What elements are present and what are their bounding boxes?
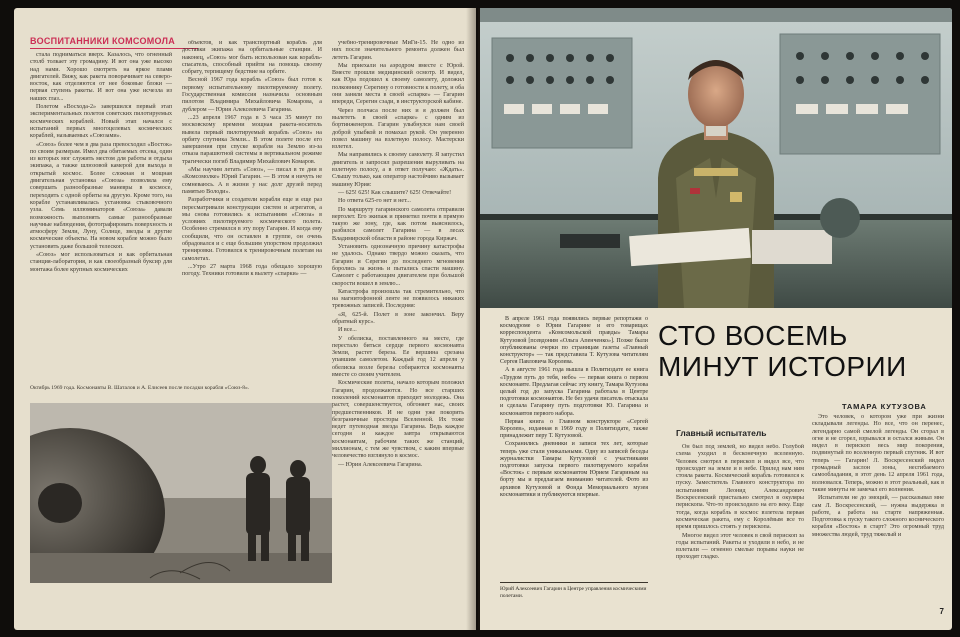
paragraph: Полетом «Восхода-2» завершился первый этап экспериментальных полетов советских пилотируемых космических кораблей. Новый этап начался с испытаний первых многоцелевых космических кораблей, называемых «Союзами». (30, 104, 172, 140)
right-page (480, 8, 952, 630)
paragraph: объектов, и как транспортный корабль для доставки экипажа на орбитальные станции. И наконец, «Союз» мог быть использован как корабль-спасатель, способный прийти на помощь своему собрату, терпящему бедствие на орбите. (182, 40, 322, 76)
paragraph: Мы приехали на аэродром вместе с Юрой. Вместе прошли медицинский осмотр. И видел, как Юра подошел к своему самолету, доложил полковнику Серегину о готовности к полету, и оба они заняли места в своей «спарке» — Гагарин впереди, Серегин сзади, в инструкторской кабине. (332, 62, 464, 106)
paragraph: А в августе 1961 года вышла в Политиздате ее книга «Трудом путь до тебя, небо» — первая книга о первом космонавте. Предлагая сейчас эту книгу, Тамара Кутузова целый год до запуска Гагарина работала в Центре подготовки космонавтов. Не без удачи писатель отыскала и сделала Гагарину путь подготовки Ю. Гагарина и космонавтов первого набора. (500, 367, 648, 417)
section-title-rule (30, 48, 198, 49)
paragraph: Весной 1967 года корабль «Союз» был готов к первому испытательному пилотируемому полету. Государственная комиссия назначила основным пилотом Владимира Михайловича Комарова, а дублером — Юрия Алексеевича Гагарина. (182, 77, 322, 113)
intro-sidebar (500, 316, 648, 500)
photo-caption-left: Октябрь 1969 года. Космонавты В. Шаталов и А. Елисеев после посадки корабля «Союз-8». (30, 385, 250, 391)
paragraph: Сохранились дневники и записи тех лет, которые теперь уже стали уникальными. Одну из записей беседы журналистки Тамары Кутузовой с участниками подготовки запуска первого пилотируемого корабля «Восток» с первым космонавтом Юрием Гагариным на борту мы и предлагаем вниманию читателей. Фото из архивов Кутузовой и Фонда Мемориального музея космонавтики и публикуются впервые. (500, 441, 648, 498)
paragraph: Это человек, о котором уже при жизни складывали легенды. Но все, что он перенес, легендарно самой смелой легенды. Он сгорал в огне и не сгорел, взрывался и остался живым. Он видел в перископ весь мир покорения, подвинутый по вселенную первый спутник. И вот теперь — Гагарин! Л. Воскресенский видел громадный заслон зоны, несгибаемого самообладания, в этот день 12 апреля 1961 года, волновался. Теперь, можно в этот реальный, как в такие минуты не замечал его волнения. (812, 414, 944, 493)
photo-illustration (30, 403, 332, 583)
paragraph: Испытатели не до эмоций, — рассказывал мне сам Л. Воскресенский, — нужна выдержка в работе, а работа на старте напряженная. Подготовка к пуску такого сложного космического корабля «Восток» в старт? Это огромный труд множества людей, труд тяжелый и (812, 495, 944, 538)
paragraph: Космические полеты, начало которым положил Гагарин, продолжаются. Но все старших поколений космонавтов приходит молодежь. Она растет, совершенствуется, обгоняет нас, своих предшественников. И не одни уже покорить безграничные просторы Вселенной. Их тоже ведет путеводная звезда Гагарина. Ведь каждое сегодня и каждое завтра открываются космонавтам, рабочим таких же станций, миллионам, с тем же чувством, с каким впервые человечество взглянуло в космос. (332, 380, 464, 460)
paragraph: «Я, 625-й. Полет в зоне закончил. Веру обратный курс». (332, 311, 464, 325)
paragraph: В апреле 1961 года появились первые репортажи о космодроме о Юрии Гагарине и его товарищах корреспондента «Комсомольской правды» Тамары Кутузовой [псевдоним «Ольга Апенченко»]. Позже были опубликованы очерки по страницам газеты «Главный конструктор» — так представила Т. Кутузова читателям Сергея Павловича Королева. (500, 316, 648, 366)
paragraph: Катастрофа произошла так стремительно, что на магнитофонной ленте не появилось никаких тревожных записей. Последняя: (332, 288, 464, 310)
article-subhead: Главный испытатель (676, 428, 767, 438)
paragraph: ...Утро 27 марта 1968 года обещало хорошую погоду. Техники готовили к вылету «спарки» — (182, 263, 322, 278)
cosmonauts-landing-photo (30, 403, 332, 583)
paragraph: «Союз» более чем в два раза превосходил «Восток» по своим размерам. Имел два обитаемых отсека, один из которых мог служить местом для работы и отдыха экипажа, а также шлюзовой камерой для выхода в открытый космос. Более сложная и мощная двигательная установка «Союза» позволяла ему совершать разнообразные маневры в космосе, переходить с одной орбиты на другую. Кроме того, на корабле устанавливалась установка стыковочного узла. Семь иллюминаторов «Союза» давали возможность выполнять самые разнообразные научные наблюдения, фотографировать поверхность и атмосферу Земли, Луну, Солнце, звезды и другие космические объекты. На новом корабле можно было установить даже большой телескоп. (30, 141, 172, 250)
text-column-1 (30, 52, 172, 382)
photo-caption-right: Юрий Алексеевич Гагарин в Центре управления космическими полетами. (500, 586, 647, 599)
gagarin-mission-control-photo (480, 8, 952, 308)
headline-line-2: МИНУТ ИСТОРИИ (658, 351, 907, 382)
paragraph: учебно-тренировочные МиГи-15. Не одно из них после значительного ремонта должен был лететь Гагарин. (332, 40, 464, 61)
paragraph: «Союз» мог использоваться и как орбитальная станция-лаборатория, и как своеобразный буксир для монтажа более крупных космических (30, 252, 172, 273)
text-column-2 (182, 40, 322, 382)
magazine-spread (14, 8, 952, 630)
paragraph: Установить однозначную причину катастрофы не удалось. Однако твердо можно сказать, что Гагарин и Серегин до последнего мгновения боролись за жизнь и пытались спасти машину. Самолет с работающим двигателем при большой скорости вошел в землю... (332, 244, 464, 287)
paragraph: «Мы научим летать «Союз», — писал в те дни в «Комсомолке» Юрий Гагарин. — В этом я ничуть не сомневаюсь. А в жизни у нас долг друзей перед памятью Володи». (182, 167, 322, 195)
article-headline (658, 320, 948, 382)
paragraph: Через полчаса после них и я должен был вылететь в своей «спарке» с одним из бортинженеров. Гагарин улыбнулся нам своей доброй улыбкой и помахал рукой. Он уверенно повел машину на взлетную полосу. Мастерски взлетел. (332, 107, 464, 151)
article-author: ТАМАРА КУТУЗОВА (842, 402, 927, 411)
paragraph: Он был под землей, но видел небо. Голубой схема уходил в бесконечную вселенную. Человек смотрел в перископ и видел все, что происходит на земле и в небе. Прилед нам ним стояла ракета. Космический корабль готовился к пуску. Заместитель Главного конструктора по испытаниям Леонид Александрович Воскресенский пристально смотрел в окуляры перископа. Что-то происходило на его веку. Еще тогда, когда корабль в космос взлетела первая космическая ракета, ему с Королёвым все то время пришлось стоять у перископа. (676, 444, 804, 531)
text-column-a (676, 444, 804, 614)
left-page (14, 8, 476, 630)
text-column-b (812, 414, 944, 614)
paragraph: Многое видел этот человек в свой перископ за годы испытаний. Ракеты и уходили в небо, и не взлетали — огненно смелые порывы науки не проходят гладко. (676, 532, 804, 561)
paragraph: — Юрия Алексеевича Гагарина. (338, 461, 423, 468)
section-title: ВОСПИТАННИКИ КОМСОМОЛА (30, 36, 176, 46)
paragraph: ...23 апреля 1967 года в 3 часа 35 минут по московскому времени мощная ракета-носитель вывела первый пилотируемый корабль «Союз» на орбиту спутника Земли... В этом полете после его завершения при спуске корабля на Землю из-за отказа парашютной системы в вертикальном режиме трагически погиб Владимир Михайлович Комаров. (182, 114, 322, 165)
paragraph: По маршруту гагаринского самолета отправили вертолет. Его экипаж и приметил почти в прямую такую же зону, где, как потом выяснилось, разбился самолет Гагарина — в лесах Владимирской области в районе города Киржач. (332, 206, 464, 242)
paragraph: Первая книга о Главном конструкторе «Сергей Королев», изданная в 1969 году в Политиздате, также принадлежит перу Т. Кутузовой. (500, 418, 648, 440)
paragraph: — 625! 625! Как слышите? 625! Отвечайте! (338, 189, 452, 196)
caption-rule (500, 582, 648, 583)
page-number: 7 (939, 607, 944, 616)
paragraph: стала подниматься вверх. Казалось, что огненный столб толкает эту громадину. И вот она уже высоко над нами. Хорошо смотреть на яркое пламя двигателей. Вижу, как ракета поворачивает на северо-восток, как отделяются от нее боковые блоки — первая ступень ракеты. И вот она уже исчезла из наших глаз... (30, 52, 172, 102)
paragraph: У обелиска, поставленного на месте, где перестало биться сердце первого космонавта Земли, растет береза. Ее вершина срезана упавшим самолетом. Каждый год 12 апреля у обелиска возле березы собираются космонавты вместе со своим учителем. (332, 335, 464, 379)
paragraph: Но ответа 625-го нет и нет... (338, 198, 411, 205)
paragraph: Мы направились к своему самолету. Я запустил двигатель и запросил разрешения выруливать на взлетную полосу, а в ответ получаю: «Ждать». Слышу только, как оператор настойчиво вызывает машину Юрия: (332, 152, 464, 188)
paragraph: И все... (338, 327, 357, 334)
photo-illustration (480, 8, 952, 308)
headline-line-1: СТО ВОСЕМЬ (658, 320, 848, 351)
text-column-3 (332, 40, 464, 610)
paragraph: Разработчики и создатели корабля еще и еще раз пересматривали конструкции систем и агрегатов, а мы снова готовились к испытаниям «Союза» в условиях пилотируемого космического полета. Особенно стремился в эту пору Гагарин. И когда ему сообщили, что он оставлен в группе, он очень обрадовался и с еще большим упорством продолжил тренировки. Готовился к тренировочным полетам на самолетах. (182, 197, 322, 262)
